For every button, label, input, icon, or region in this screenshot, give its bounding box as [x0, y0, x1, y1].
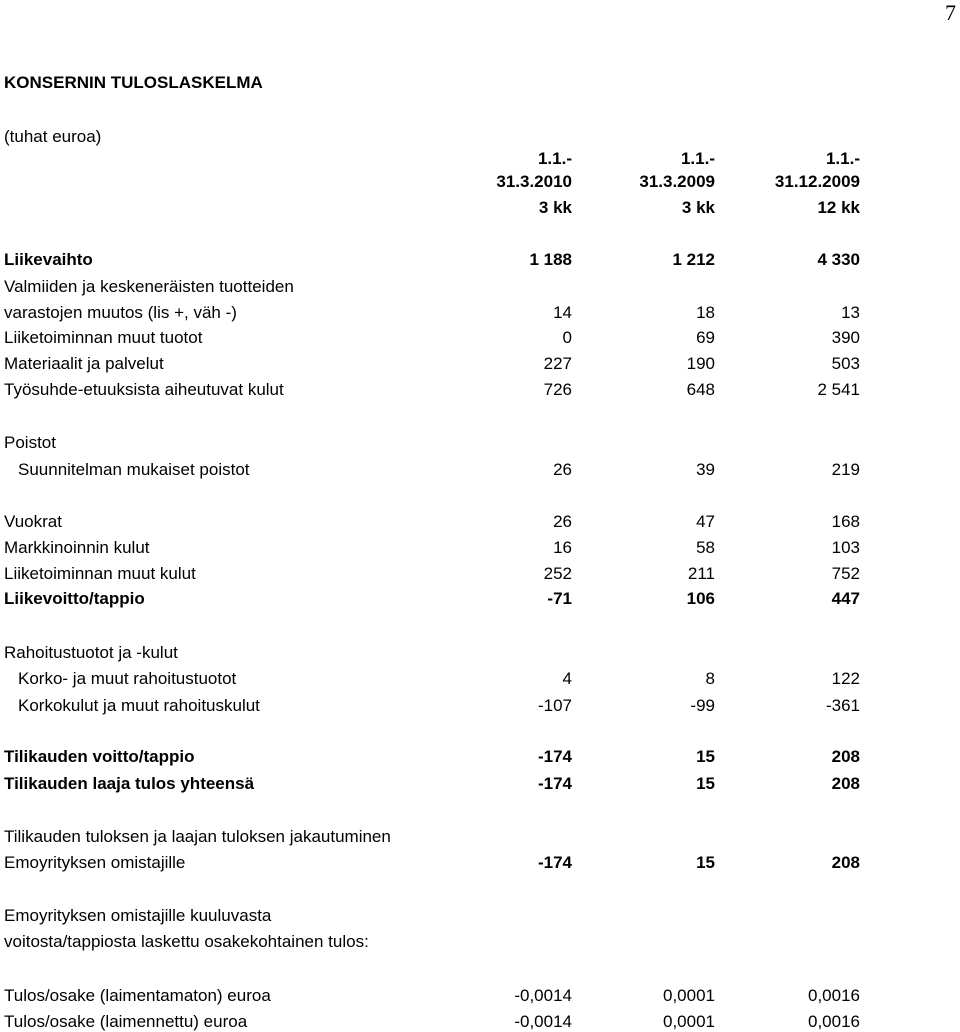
unit-note: (tuhat euroa) — [4, 127, 102, 146]
value-col3: -361 — [825, 696, 860, 715]
value-col2: 190 — [686, 354, 715, 373]
row-korkotuotot — [0, 669, 960, 689]
value-col1: 16 — [553, 538, 572, 557]
row-label: Liiketoiminnan muut tuotot — [4, 328, 203, 347]
value-col1: 26 — [553, 460, 572, 479]
value-col3: 390 — [831, 328, 860, 347]
value-col1: 26 — [553, 512, 572, 531]
value-col1: 14 — [553, 303, 572, 322]
row-liikevaihto — [0, 250, 960, 270]
value-col1: 227 — [543, 354, 572, 373]
value-col2: 47 — [696, 512, 715, 531]
row-label: Korko- ja muut rahoitustuotot — [18, 669, 237, 688]
row-label: Poistot — [4, 433, 56, 452]
value-col2: 0,0001 — [663, 986, 715, 1005]
value-col2: 69 — [696, 328, 715, 347]
row-label: Liiketoiminnan muut kulut — [4, 564, 196, 583]
row-materiaalit — [0, 354, 960, 374]
col2-header-line2: 31.3.2009 — [639, 172, 715, 191]
row-tulos-osake-laimennettu — [0, 1012, 960, 1032]
row-label: voitosta/tappiosta laskettu osakekohtainen tulos: — [4, 932, 369, 951]
row-label: Työsuhde-etuuksista aiheutuvat kulut — [4, 380, 284, 399]
value-col3: 103 — [831, 538, 860, 557]
value-col1: 4 — [562, 669, 572, 688]
value-col1: -174 — [537, 853, 572, 872]
value-col3: 208 — [831, 747, 860, 766]
value-col2: 18 — [696, 303, 715, 322]
value-col3: 168 — [831, 512, 860, 531]
value-col2: 0,0001 — [663, 1012, 715, 1031]
row-osakekohtainen — [0, 932, 960, 952]
col3-header-line3: 12 kk — [817, 198, 860, 217]
row-tilikauden-voitto — [0, 747, 960, 767]
row-label: Valmiiden ja keskeneräisten tuotteiden — [4, 277, 294, 296]
row-label: Tilikauden voitto/tappio — [4, 747, 195, 766]
value-col2: 39 — [696, 460, 715, 479]
page-number: 7 — [945, 0, 956, 25]
value-col2: 15 — [696, 747, 715, 766]
col3-header-line1: 1.1.- — [825, 149, 860, 168]
value-col3: 208 — [831, 853, 860, 872]
value-col1: 726 — [543, 380, 572, 399]
value-col1: -174 — [537, 747, 572, 766]
page-title: KONSERNIN TULOSLASKELMA — [4, 73, 263, 92]
value-col1: -0,0014 — [514, 986, 572, 1005]
row-markkinointi — [0, 538, 960, 558]
row-tyosuhde-etuudet — [0, 380, 960, 400]
row-suunnitelman-poistot — [0, 460, 960, 480]
value-col1: -0,0014 — [514, 1012, 572, 1031]
row-label: Rahoitustuotot ja -kulut — [4, 643, 178, 662]
row-korkokulut — [0, 696, 960, 716]
value-col2: 58 — [696, 538, 715, 557]
value-col2: 15 — [696, 774, 715, 793]
row-emoyrityksen-omistajille — [0, 853, 960, 873]
row-kuuluvasta — [0, 906, 960, 926]
value-col2: -99 — [690, 696, 715, 715]
row-label: Korkokulut ja muut rahoituskulut — [18, 696, 260, 715]
value-col3: 752 — [831, 564, 860, 583]
row-label: Liikevoitto/tappio — [4, 589, 145, 608]
value-col2: 15 — [696, 853, 715, 872]
row-vuokrat — [0, 512, 960, 532]
row-label: varastojen muutos (lis +, väh -) — [4, 303, 237, 322]
value-col1: 1 188 — [529, 250, 572, 269]
value-col1: 0 — [562, 328, 572, 347]
col1-header-line1: 1.1.- — [537, 149, 572, 168]
row-liiketoiminnan-muut-kulut — [0, 564, 960, 584]
row-liiketoiminnan-muut-tuotot — [0, 328, 960, 348]
value-col3: 0,0016 — [808, 986, 860, 1005]
row-label: Tilikauden laaja tulos yhteensä — [4, 774, 255, 793]
value-col3: 447 — [831, 589, 860, 608]
row-poistot — [0, 433, 960, 453]
row-label: Tulos/osake (laimentamaton) euroa — [4, 986, 271, 1005]
row-liikevoitto — [0, 589, 960, 609]
value-col2: 106 — [686, 589, 715, 608]
value-col3: 4 330 — [817, 250, 860, 269]
row-label: Emoyrityksen omistajille — [4, 853, 186, 872]
value-col3: 2 541 — [817, 380, 860, 399]
value-col3: 122 — [831, 669, 860, 688]
value-col2: 648 — [686, 380, 715, 399]
row-label: Tilikauden tuloksen ja laajan tuloksen jakautuminen — [4, 827, 391, 846]
row-label: Suunnitelman mukaiset poistot — [18, 460, 250, 479]
value-col3: 503 — [831, 354, 860, 373]
row-label: Emoyrityksen omistajille kuuluvasta — [4, 906, 272, 925]
col1-header-line2: 31.3.2010 — [496, 172, 572, 191]
value-col3: 208 — [831, 774, 860, 793]
col1-header-line3: 3 kk — [538, 198, 572, 217]
row-varastojen-muutos — [0, 303, 960, 323]
row-label: Vuokrat — [4, 512, 62, 531]
row-label: Materiaalit ja palvelut — [4, 354, 164, 373]
value-col3: 0,0016 — [808, 1012, 860, 1031]
col3-header-line2: 31.12.2009 — [774, 172, 860, 191]
value-col2: 1 212 — [672, 250, 715, 269]
row-jakautuminen — [0, 827, 960, 847]
value-col1: 252 — [543, 564, 572, 583]
value-col1: -71 — [547, 589, 572, 608]
value-col3: 13 — [841, 303, 860, 322]
value-col1: -174 — [537, 774, 572, 793]
row-tulos-osake-laimentamaton — [0, 986, 960, 1006]
value-col2: 211 — [687, 564, 715, 583]
col2-header-line1: 1.1.- — [680, 149, 715, 168]
row-label: Tulos/osake (laimennettu) euroa — [4, 1012, 248, 1031]
col2-header-line3: 3 kk — [681, 198, 715, 217]
value-col1: -107 — [537, 696, 572, 715]
row-valmiiden — [0, 277, 960, 297]
value-col3: 219 — [831, 460, 860, 479]
row-laaja-tulos — [0, 774, 960, 794]
value-col2: 8 — [705, 669, 715, 688]
row-label: Markkinoinnin kulut — [4, 538, 150, 557]
row-rahoitus — [0, 643, 960, 663]
row-label: Liikevaihto — [4, 250, 93, 269]
